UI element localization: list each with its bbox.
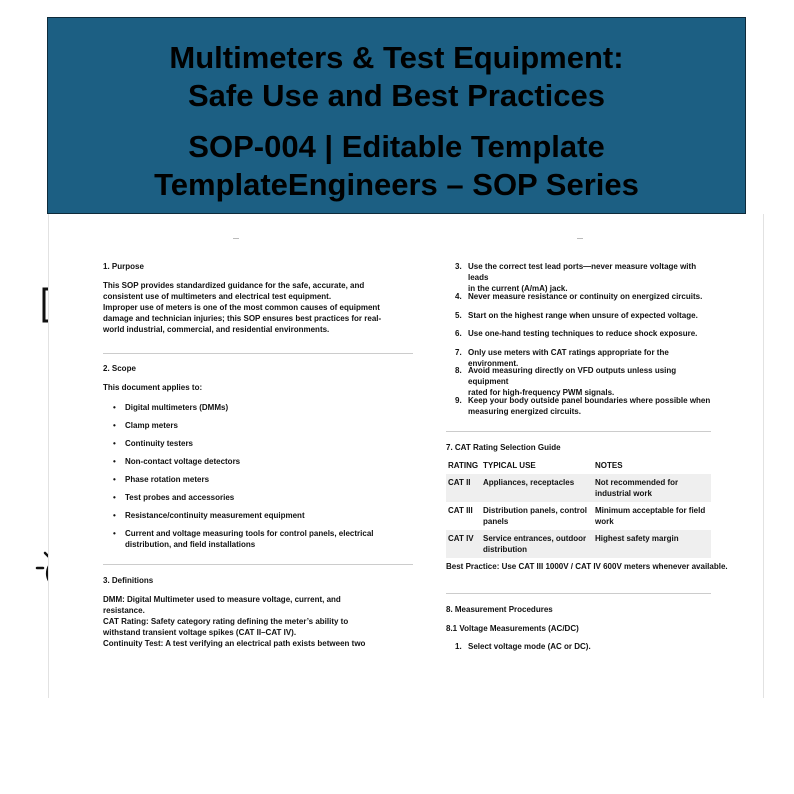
- list-item-line: Never measure resistance or continuity on energized circuits.: [468, 292, 703, 301]
- list-item: • Non-contact voltage detectors: [103, 456, 413, 474]
- list-item: [103, 528, 413, 552]
- table-row: [446, 530, 711, 558]
- column-header: NOTES: [595, 461, 623, 470]
- table-header-row: [446, 457, 711, 474]
- notes-cell: [593, 530, 711, 558]
- list-item: [446, 291, 711, 310]
- banner-sop-line: SOP-004 | Editable Template: [188, 129, 605, 164]
- rating-cell: CAT III: [448, 506, 473, 515]
- list-item-line: Use the correct test lead ports—never measure voltage with leads: [468, 262, 697, 282]
- list-item: [446, 395, 711, 419]
- list-item: • Digital multimeters (DMMs): [103, 402, 413, 420]
- section-definitions: [103, 575, 413, 649]
- section-divider: [103, 564, 413, 565]
- list-number: 3.: [455, 262, 462, 271]
- cat-guide-heading: 7. CAT Rating Selection Guide: [446, 443, 561, 452]
- purpose-line: damage and technician injuries; this SOP ensures best practices for real-: [103, 314, 382, 323]
- header-mark-right: [577, 238, 583, 239]
- list-item-line: Use one-hand testing techniques to reduce shock exposure.: [468, 329, 698, 338]
- table-row: [446, 474, 711, 502]
- cat-rating-table: [446, 457, 711, 558]
- definition-line: withstand transient voltage spikes (CAT II–CAT IV).: [103, 628, 297, 637]
- list-number: 8.: [455, 366, 462, 375]
- list-number: 4.: [455, 292, 462, 301]
- definitions-heading: 3. Definitions: [103, 576, 154, 585]
- list-item: [446, 641, 711, 652]
- list-item: • Continuity testers: [103, 438, 413, 456]
- title-banner: [47, 17, 746, 214]
- rating-cell: CAT IV: [448, 534, 474, 543]
- banner-title-line-1: Multimeters & Test Equipment:: [169, 40, 624, 75]
- definition-line: DMM: Digital Multimeter used to measure voltage, current, and: [103, 595, 341, 604]
- list-item: • Test probes and accessories: [103, 492, 413, 510]
- list-item: [446, 310, 711, 328]
- rating-cell: CAT II: [448, 478, 471, 487]
- purpose-heading: 1. Purpose: [103, 262, 144, 271]
- section-divider: [446, 431, 711, 432]
- section-divider: [446, 593, 711, 594]
- procedure-steps: [446, 641, 711, 652]
- procedures-subheading: 8.1 Voltage Measurements (AC/DC): [446, 624, 579, 633]
- header-mark-left: [233, 238, 239, 239]
- scope-intro: This document applies to:: [103, 383, 203, 392]
- definition-line: resistance.: [103, 606, 145, 615]
- cell-line: distribution: [483, 545, 527, 554]
- column-header: TYPICAL USE: [483, 461, 536, 470]
- column-header: RATING: [448, 461, 479, 470]
- purpose-line: consistent use of multimeters and electrical test equipment.: [103, 292, 332, 301]
- use-cell: [481, 502, 593, 530]
- notes-cell: [593, 502, 711, 530]
- list-item-line: distribution, and field installations: [125, 540, 256, 549]
- list-item-line: Keep your body outside panel boundaries where possible when: [468, 396, 711, 405]
- purpose-line: world industrial, commercial, and residential environments.: [103, 325, 330, 334]
- cell-line: Distribution panels, control: [483, 506, 588, 515]
- list-item-line: Only use meters with CAT ratings appropriate for the environment.: [468, 348, 669, 368]
- cell-line: Appliances, receptacles: [483, 478, 575, 487]
- list-item-line: Start on the highest range when unsure of expected voltage.: [468, 311, 698, 320]
- section-procedures: [446, 604, 711, 652]
- list-item-line: rated for high-frequency PWM signals.: [468, 388, 615, 397]
- cell-line: industrial work: [595, 489, 652, 498]
- list-item-line: measuring energized circuits.: [468, 407, 581, 416]
- list-item: • Resistance/continuity measurement equipment: [103, 510, 413, 528]
- list-item-line: Avoid measuring directly on VFD outputs unless using equipment: [468, 366, 677, 386]
- purpose-line: Improper use of meters is one of the most common causes of equipment: [103, 303, 380, 312]
- cell-line: Service entrances, outdoor: [483, 534, 587, 543]
- procedures-heading: 8. Measurement Procedures: [446, 605, 553, 614]
- section-purpose: [103, 261, 413, 335]
- scope-heading: 2. Scope: [103, 364, 136, 373]
- cell-line: panels: [483, 517, 509, 526]
- notes-cell: [593, 474, 711, 502]
- section-scope: [103, 363, 413, 552]
- use-cell: [481, 530, 593, 558]
- practices-list: [446, 261, 711, 419]
- list-item: [446, 261, 711, 291]
- table-row: [446, 502, 711, 530]
- list-number: 5.: [455, 311, 462, 320]
- list-number: 7.: [455, 348, 462, 357]
- list-item: • Clamp meters: [103, 420, 413, 438]
- list-item: [446, 328, 711, 347]
- list-item-line: in the current (A/mA) jack.: [468, 284, 568, 293]
- list-number: 9.: [455, 396, 462, 405]
- definition-line: Continuity Test: A test verifying an electrical path exists between two: [103, 639, 366, 648]
- definition-line: CAT Rating: Safety category rating defining the meter’s ability to: [103, 617, 349, 626]
- list-item: [446, 347, 711, 368]
- best-practice-note: Best Practice: Use CAT III 1000V / CAT IV 600V meters whenever available.: [446, 562, 728, 571]
- list-item-line: • Current and voltage measuring tools for control panels, electrical: [125, 529, 374, 538]
- banner-title-line-2: Safe Use and Best Practices: [188, 78, 605, 113]
- document-page: [48, 214, 764, 698]
- list-item-line: Select voltage mode (AC or DC).: [468, 642, 591, 651]
- banner-series-line: TemplateEngineers – SOP Series: [154, 167, 639, 202]
- list-item: [446, 365, 711, 395]
- list-number: 1.: [455, 642, 462, 651]
- cell-line: work: [595, 517, 614, 526]
- scope-list: [103, 402, 413, 552]
- cell-line: Highest safety margin: [595, 534, 679, 543]
- cell-line: Not recommended for: [595, 478, 679, 487]
- section-cat-guide: [446, 442, 728, 572]
- list-item: • Phase rotation meters: [103, 474, 413, 492]
- cell-line: Minimum acceptable for field: [595, 506, 706, 515]
- list-number: 6.: [455, 329, 462, 338]
- use-cell: [481, 474, 593, 502]
- purpose-line: This SOP provides standardized guidance for the safe, accurate, and: [103, 281, 365, 290]
- section-divider: [103, 353, 413, 354]
